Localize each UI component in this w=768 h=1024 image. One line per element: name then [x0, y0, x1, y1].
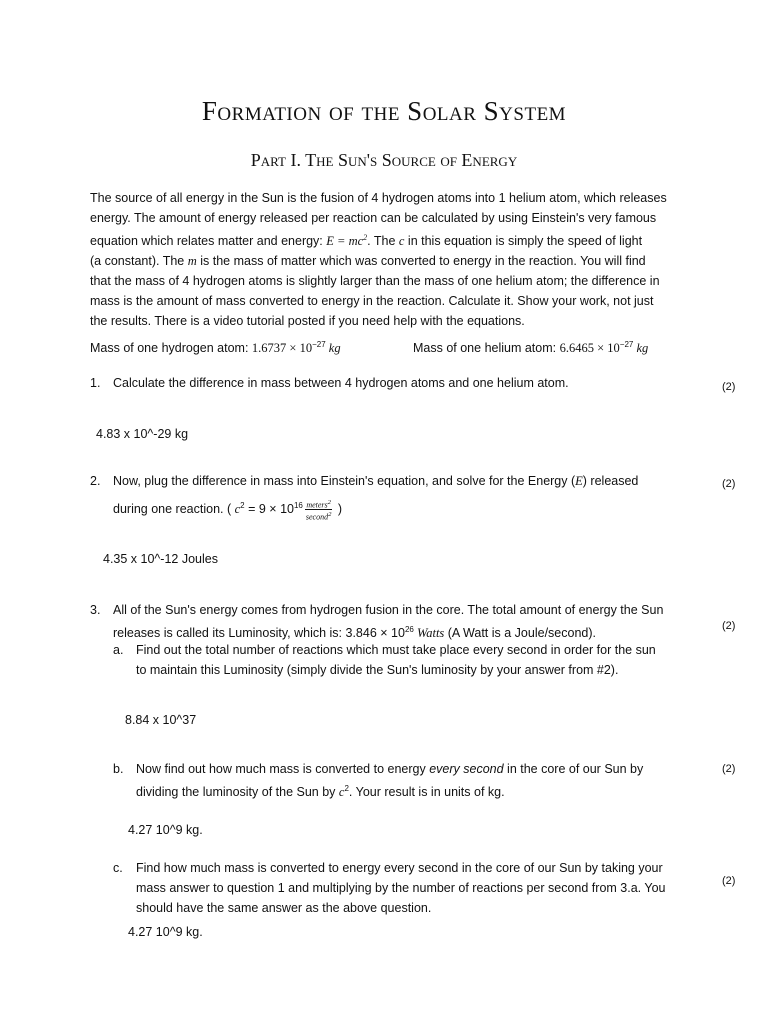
fraction-numerator-text: meters [306, 500, 328, 510]
intro-text: is the mass of matter which was converted to energy in the reaction. You will find [196, 254, 646, 269]
section-subtitle: Part I. The Sun's Source of Energy [250, 150, 518, 170]
equation-exponent: 16 [293, 501, 303, 510]
intro-line: energy. The amount of energy released per reaction can be calculated by using Einstein's very famous [90, 211, 657, 225]
question-1 [0, 373, 768, 393]
points-label: (2) [722, 763, 736, 775]
intro-text: in this equation is simply the speed of light [404, 234, 643, 249]
question-text-part: ) [334, 502, 343, 517]
equation-exponent: 26 [404, 625, 414, 634]
question-3 [0, 600, 768, 680]
fraction-denominator-text: second [305, 513, 329, 523]
hydrogen-mass-label: Mass of one hydrogen atom: [90, 341, 252, 356]
subquestion-text: Find out the total number of reactions which must take place every second in order for the sun [136, 643, 656, 657]
subquestion-label: a. [113, 643, 124, 657]
intro-line [90, 251, 690, 271]
subquestion-label: b. [113, 762, 124, 776]
question-text-part: during one reaction. ( [113, 502, 235, 517]
points-label: (2) [722, 620, 736, 632]
question-text-part: . Your result is in units of kg. [348, 785, 505, 800]
points-label: (2) [722, 381, 736, 393]
answer-2[interactable]: 4.35 x 10^-12 Joules [103, 552, 218, 566]
points-label: (2) [722, 875, 736, 887]
question-text-part: Now, plug the difference in mass into Einstein's equation, and solve for the Energy ( [113, 474, 576, 488]
answer-1[interactable]: 4.83 x 10^-29 kg [96, 427, 189, 441]
subquestion-text [136, 779, 686, 802]
hydrogen-mass [90, 340, 341, 356]
intro-text: equation which relates matter and energy: [90, 234, 327, 249]
emphasis-text: every second [429, 762, 504, 776]
math-symbol: c [398, 234, 405, 249]
question-text-part: (A Watt is a Joule/second). [444, 626, 596, 641]
question-number: 1. [90, 376, 101, 390]
question-number: 2. [90, 474, 101, 488]
subquestion-text: Find how much mass is converted to energy every second in the core of our Sun by taking your [136, 861, 663, 875]
points-label: (2) [722, 478, 736, 490]
question-text-part: in the core of our Sun by [503, 762, 644, 776]
helium-mass-unit: kg [633, 341, 649, 356]
hydrogen-mass-unit: kg [325, 341, 341, 356]
question-2 [0, 471, 768, 521]
intro-line: that the mass of 4 hydrogen atoms is slightly larger than the mass of one helium atom; the difference in [90, 274, 660, 289]
intro-line: mass is the amount of mass converted to energy in the reaction. Calculate it. Show your work, not just [90, 294, 654, 309]
speed-of-light-value: = 9 × 10 [244, 502, 294, 517]
question-text-line2 [113, 496, 683, 522]
math-symbol: m [187, 254, 197, 269]
equation-exponent: 2 [363, 233, 368, 242]
question-text-part: ) released [582, 474, 639, 488]
intro-line: the results. There is a video tutorial posted if you need help with the equations. [90, 314, 525, 329]
answer-3c[interactable]: 4.27 10^9 kg. [128, 925, 203, 939]
helium-mass [413, 340, 648, 356]
hydrogen-mass-exponent: −27 [312, 340, 326, 349]
intro-text: . The [367, 234, 399, 249]
subquestion-text: should have the same answer as the above question. [136, 901, 432, 915]
fraction-denominator: second$^2$ [305, 511, 332, 523]
question-3b [0, 759, 768, 799]
hydrogen-mass-value: 1.6737 × 10 [251, 341, 313, 356]
answer-3a[interactable]: 8.84 x 10^37 [125, 713, 197, 727]
subquestion-text: mass answer to question 1 and multiplying by the number of reactions per second from 3.a. You [136, 881, 666, 895]
units-fraction [305, 498, 333, 522]
question-text-part: Now find out how much mass is converted to energy [136, 762, 430, 776]
math-symbol: c [234, 502, 241, 517]
question-text-part: releases is called its Luminosity, which is: 3.846 × 10 [113, 626, 405, 641]
intro-line [90, 228, 690, 251]
intro-text: (a constant). The [90, 254, 188, 269]
subquestion-text [136, 759, 686, 779]
question-text: Calculate the difference in mass between 4 hydrogen atoms and one helium atom. [113, 376, 569, 390]
helium-mass-exponent: −27 [619, 340, 634, 349]
watts-unit: Watts [413, 626, 445, 641]
question-text-part: dividing the luminosity of the Sun by [136, 785, 339, 800]
equation-exponent: 2 [240, 501, 245, 510]
einstein-equation: E = mc [326, 234, 364, 249]
intro-paragraph [90, 188, 690, 331]
question-text [113, 471, 683, 491]
question-text: All of the Sun's energy comes from hydrogen fusion in the core. The total amount of energy the Sun [113, 603, 664, 617]
subquestion-text: to maintain this Luminosity (simply divide the Sun's luminosity by your answer from #2). [136, 663, 619, 677]
fraction-numerator: meters$^2$ [306, 498, 331, 510]
math-symbol: c [338, 785, 345, 800]
helium-mass-value: 6.6465 × 10 [559, 341, 620, 356]
helium-mass-label: Mass of one helium atom: [413, 341, 560, 356]
page-title: Formation of the Solar System [201, 96, 567, 126]
equation-exponent: 2 [344, 784, 349, 793]
question-number: 3. [90, 603, 101, 617]
answer-3b[interactable]: 4.27 10^9 kg. [128, 823, 203, 837]
question-3c [0, 858, 768, 918]
subquestion-label: c. [113, 861, 123, 875]
math-symbol: E [575, 474, 583, 488]
intro-line: The source of all energy in the Sun is the fusion of 4 hydrogen atoms into 1 helium atom, which releases [90, 191, 667, 205]
